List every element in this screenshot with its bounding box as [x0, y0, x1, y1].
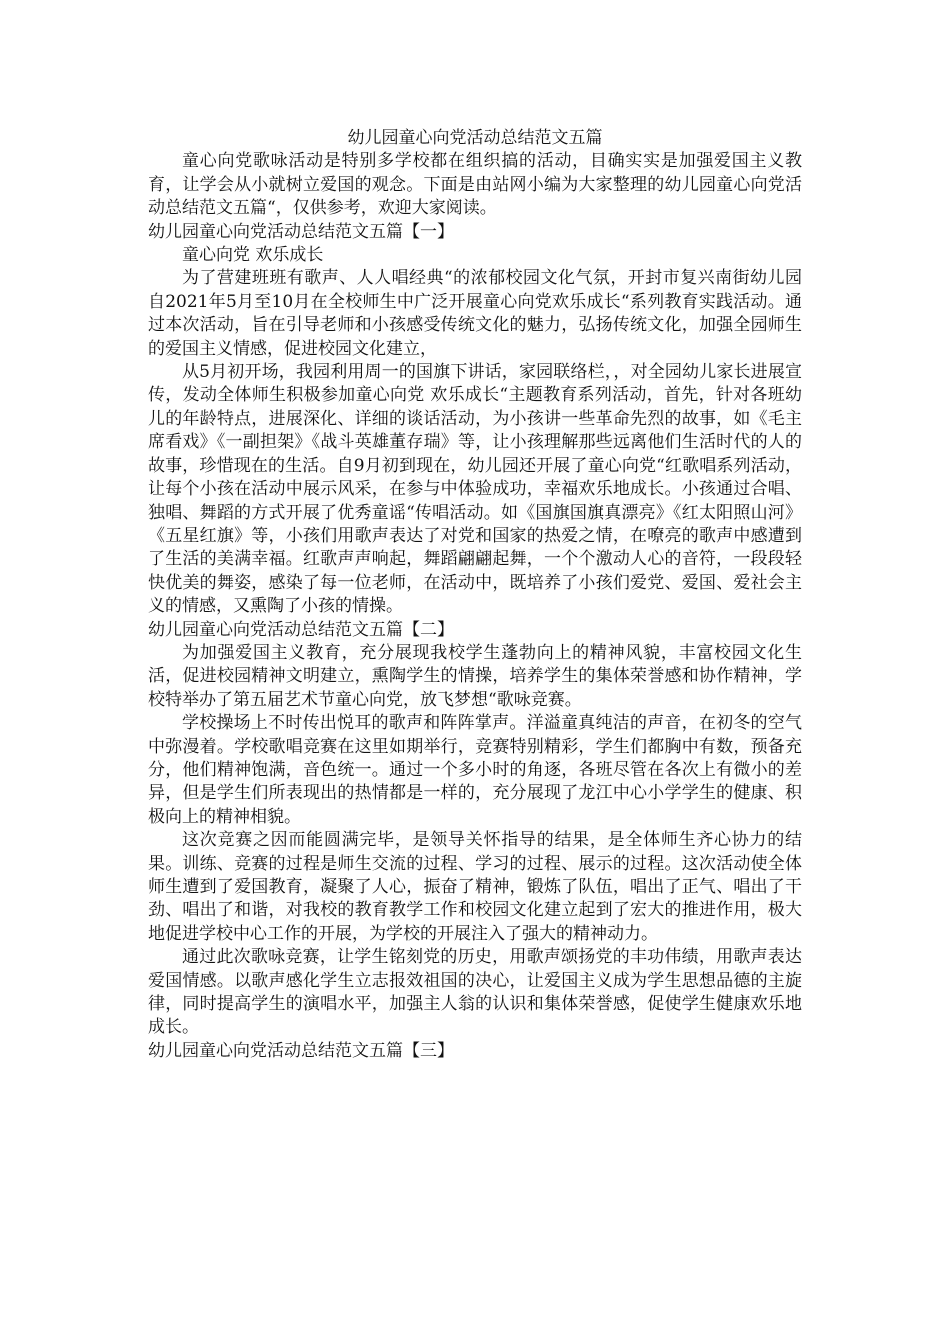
body-paragraph: 为了营建班班有歌声、人人唱经典“的浓郁校园文化气氛，开封市复兴南街幼儿园自2021年5月至10月在全校师生中广泛开展童心向党欢乐成长“系列教育实践活动。通过本次活动，旨在引导老师和小孩感受传统文化的魅力，弘扬传统文化，加强全园师生的爱国主义情感，促进校园文化建立，: [148, 268, 802, 359]
body-paragraph: 通过此次歌咏竞赛，让学生铭刻党的历史，用歌声颂扬党的丰功伟绩，用歌声表达爱国情感。以歌声感化学生立志报效祖国的决心，让爱国主义成为学生思想品德的主旋律，同时提高学生的演唱水平，加强主人翁的认识和集体荣誉感，促使学生健康欢乐地成长。: [148, 947, 802, 1038]
document-title: 幼儿园童心向党活动总结范文五篇: [347, 128, 603, 148]
body-paragraph: 从5月初开场，我园利用周一的国旗下讲话，家园联络栏，，对全园幼儿家长进展宣传，发动全体师生积极参加童心向党 欢乐成长“主题教育系列活动，首先，针对各班幼儿的年龄特点，进展深化、详细的谈话活动，为小孩讲一些革命先烈的故事，如《毛主席看戏》《一副担架》《战斗英雄董存瑞》等，让小孩理解那些远离他们生活时代的人的故事，珍惜现在的生活。自9月初到现在，幼儿园还开展了童心向党“红歌唱系列活动，让每个小孩在活动中展示风采，在参与中体验成功，幸福欢乐地成长。小孩通过合唱、独唱、舞蹈的方式开展了优秀童谣“传唱活动。如《国旗国旗真漂亮》《红太阳照山河》《五星红旗》等，小孩们用歌声表达了对党和国家的热爱之情，在嘹亮的歌声中感遭到了生活的美满幸福。红歌声声响起，舞蹈翩翩起舞，一个个激动人心的音符，一段段轻快优美的舞姿，感染了每一位老师，在活动中，既培养了小孩们爱党、爱国、爱社会主义的情感，又熏陶了小孩的情操。: [148, 362, 802, 617]
section-subtitle: 童心向党 欢乐成长: [182, 245, 324, 266]
body-paragraph: 学校操场上不时传出悦耳的歌声和阵阵掌声。洋溢童真纯洁的声音，在初冬的空气中弥漫着。学校歌唱竞赛在这里如期举行，竞赛特别精彩，学生们都胸中有数，预备充分，他们精神饱满，音色统一。通过一个多小时的角逐，各班尽管在各次上有微小的差异，但是学生们所表现出的热情都是一样的，充分展现了龙江中心小学学生的健康、积极向上的精神相貌。: [148, 713, 802, 827]
section-heading-3: 幼儿园童心向党活动总结范文五篇【三】: [148, 1040, 454, 1061]
document-body: [148, 127, 802, 1063]
body-paragraph: 为加强爱国主义教育，充分展现我校学生蓬勃向上的精神风貌，丰富校园文化生活，促进校园精神文明建立，熏陶学生的情操，培养学生的集体荣誉感和协作精神，学校特举办了第五届艺术节童心向党，放飞梦想“歌咏竞赛。: [148, 642, 802, 710]
section-heading-2: 幼儿园童心向党活动总结范文五篇【二】: [148, 619, 454, 640]
intro-paragraph: 童心向党歌咏活动是特别多学校都在组织搞的活动，目确实实是加强爱国主义教育，让学会从小就树立爱国的观念。下面是由站网小编为大家整理的幼儿园童心向党活动总结范文五篇“，仅供参考，欢迎大家阅读。: [148, 151, 802, 219]
body-paragraph: 这次竞赛之因而能圆满完毕，是领导关怀指导的结果，是全体师生齐心协力的结果。训练、竞赛的过程是师生交流的过程、学习的过程、展示的过程。这次活动使全体师生遭到了爱国教育，凝聚了人心，振奋了精神，锻炼了队伍，唱出了正气、唱出了干劲、唱出了和谐，对我校的教育教学工作和校园文化建立起到了宏大的推进作用，极大地促进学校中心工作的开展，为学校的开展注入了强大的精神动力。: [148, 830, 802, 944]
section-heading-1: 幼儿园童心向党活动总结范文五篇【一】: [148, 221, 454, 242]
